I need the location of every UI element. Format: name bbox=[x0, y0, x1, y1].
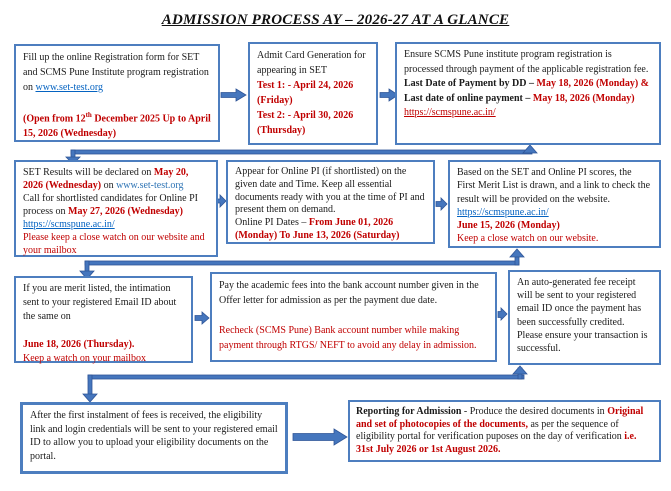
text-segment: May 18, 2026 (Monday) & bbox=[536, 78, 649, 89]
text-segment: May 27, 2026 (Wednesday) bbox=[68, 206, 183, 217]
flow-box-merit-list bbox=[448, 160, 661, 248]
text-segment: Test 2: - April 30, 2026 (Thursday) bbox=[257, 110, 354, 136]
text-segment: Reporting for Admission bbox=[356, 406, 462, 417]
link-scmspune[interactable]: https://scmspune.ac.in/ bbox=[23, 219, 115, 230]
text-segment: Last date of online payment – bbox=[404, 92, 533, 104]
text-segment: Keep a close watch on our website. bbox=[457, 233, 599, 245]
text-segment: May 20, 2026 (Wednesday) bbox=[23, 167, 189, 191]
text-segment: Appear for Online PI (if shortlisted) on the given date and Time. Keep all essential documents ready with you at the time of PI and present them on demand. bbox=[235, 166, 425, 216]
arrow-box10-to-box11-icon bbox=[293, 429, 347, 445]
link-scmspune[interactable]: https://scmspune.ac.in/ bbox=[404, 107, 496, 118]
flow-box-registration-payment bbox=[395, 42, 661, 145]
text-segment: If you are merit listed, the intimation sent to your registered Email ID about the same on bbox=[23, 283, 177, 322]
text-segment: Call for shortlisted candidates for Online PI process on bbox=[23, 193, 198, 217]
arrow-box1-to-box2-icon bbox=[221, 89, 246, 101]
text-segment: Recheck (SCMS Pune) Bank account number while making payment through RTGS/ NEFT to avoid any delay in admission. bbox=[219, 325, 477, 351]
text-segment: June 15, 2026 (Monday) bbox=[457, 220, 560, 232]
text-segment: After the first instalment of fees is received, the eligibility link and login credentials will be sent to your registered email ID to allow you to upload your eligibility documents on the portal. bbox=[30, 410, 278, 462]
text-segment: th bbox=[85, 111, 92, 119]
flow-box-eligibility-upload bbox=[20, 402, 288, 474]
text-segment: Last Date of Payment by DD – bbox=[404, 78, 537, 89]
text-segment: Please keep a close watch on our website and your mailbox bbox=[23, 232, 205, 256]
text-segment: Based on the SET and Online PI scores, the First Merit List is drawn, and a link to check the result will be provided on the website. bbox=[457, 167, 651, 205]
arrow-box8-to-box9-icon bbox=[498, 308, 507, 320]
link-set-test-org[interactable]: www.set-test.org bbox=[35, 82, 103, 93]
text-segment: on bbox=[101, 180, 117, 191]
flow-box-merit-intimation bbox=[14, 276, 193, 363]
text-segment: Original and set of photocopies of the documents, bbox=[356, 406, 644, 430]
arrow-box7-to-box8-icon bbox=[195, 312, 209, 324]
flow-box-set-results bbox=[14, 160, 218, 257]
text-segment: Pay the academic fees into the bank account number given in the Offer letter for admission as per the payment due date. bbox=[219, 280, 479, 306]
flow-box-registration bbox=[14, 44, 220, 142]
text-segment: Fill up the online Registration form for SET and SCMS Pune Institute program registration on bbox=[23, 52, 209, 93]
flow-box-reporting-admission bbox=[348, 400, 661, 462]
text-segment: (Open from 12 bbox=[23, 113, 86, 125]
text-segment: SET Results will be declared on bbox=[23, 167, 154, 178]
text-segment: December 2025 Up to April 15, 2026 (Wednesday) bbox=[23, 113, 211, 140]
text-segment: - Produce the desired documents in bbox=[461, 406, 608, 417]
text-segment: An auto-generated fee receipt will be sent to your registered email ID once the payment has been successfully credited. Please ensure your transaction is successful. bbox=[517, 277, 648, 354]
arrow-box4-to-box5-icon bbox=[217, 195, 226, 207]
text-segment: Online PI Dates – bbox=[235, 217, 309, 229]
text-segment: June 18, 2026 (Thursday). bbox=[23, 339, 135, 350]
connector-row3-to-row4-icon bbox=[83, 366, 527, 402]
text-segment: Keep a watch on your mailbox bbox=[23, 353, 147, 364]
text-segment: i.e. 31st July 2026 or 1st August 2026. bbox=[356, 431, 637, 455]
text-segment: Admit Card Generation for appearing in SET bbox=[257, 50, 366, 76]
arrow-box5-to-box6-icon bbox=[436, 198, 447, 210]
text-segment: Ensure SCMS Pune institute program registration is processed through payment of the applicable registration fee. bbox=[404, 49, 649, 75]
text-segment: From June 01, 2026 (Monday) To June 13, 2026 (Saturday) bbox=[235, 217, 400, 241]
link-set-test-org[interactable]: www.set-test.org bbox=[116, 180, 184, 191]
link-scmspune[interactable]: https://scmspune.ac.in/ bbox=[457, 206, 549, 218]
text-segment: Test 1: - April 24, 2026 (Friday) bbox=[257, 80, 354, 106]
page-title: ADMISSION PROCESS AY – 2026-27 AT A GLANCE bbox=[161, 12, 510, 28]
flow-box-fee-receipt bbox=[508, 270, 661, 365]
text-segment: as per the sequence of eligibility portal for verification puposes on the day of verification bbox=[356, 418, 625, 442]
flow-box-admit-card bbox=[248, 42, 378, 145]
text-segment: May 18, 2026 (Monday) bbox=[532, 92, 635, 104]
flow-box-online-pi bbox=[226, 160, 435, 244]
flow-box-pay-fees bbox=[210, 272, 497, 362]
